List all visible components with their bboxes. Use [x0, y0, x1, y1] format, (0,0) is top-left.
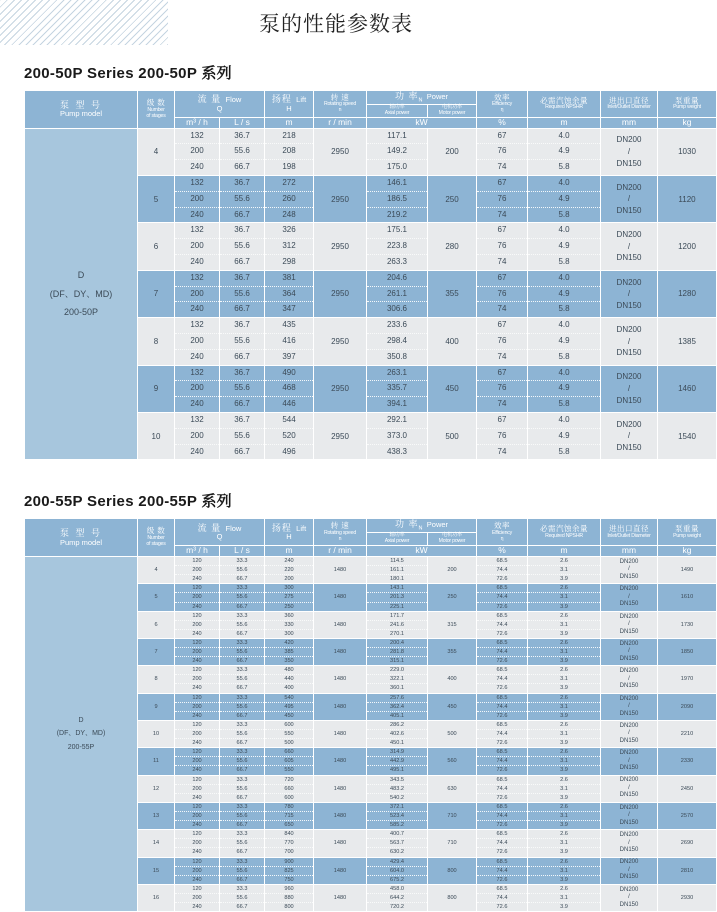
t1-efficiency: 67 76 74: [477, 366, 527, 412]
performance-table-200-55p: [24, 518, 717, 912]
t2-axial-power: 114.5 161.1 180.1: [367, 557, 427, 583]
t2-weight: 2330: [658, 748, 716, 774]
t1-speed: 2950: [314, 318, 366, 364]
t1-th-lift: 扬程 Lift H: [265, 91, 313, 117]
t2-axial-power: 229.0 322.1 360.1: [367, 666, 427, 692]
t2-npshr: 2.6 3.1 3.9: [528, 803, 600, 829]
t2-diameter: DN200 / DN150: [601, 748, 657, 774]
t2-unit-efficiency: %: [477, 546, 527, 556]
t2-th-diameter: 进出口直径 Inlet/Outlet Diameter: [601, 519, 657, 545]
t2-flow-m3h: 120 200 240: [175, 612, 219, 638]
t2-table-row: [25, 557, 716, 583]
t2-stages: 11: [138, 748, 174, 774]
t1-axial-power: 117.1 149.2 175.0: [367, 129, 427, 175]
t1-diameter: DN200 / DN150: [601, 318, 657, 364]
t1-flow-m3h: 132 200 240: [175, 223, 219, 269]
t1-flow-ls: 36.7 55.6 66.7: [220, 129, 264, 175]
t2-weight: 1610: [658, 584, 716, 610]
t1-speed: 2950: [314, 413, 366, 459]
t1-flow-m3h: 132 200 240: [175, 366, 219, 412]
t2-flow-ls: 33.3 55.6 66.7: [220, 557, 264, 583]
t2-flow-ls: 33.3 55.6 66.7: [220, 612, 264, 638]
t1-speed: 2950: [314, 176, 366, 222]
t2-flow-ls: 33.3 55.6 66.7: [220, 803, 264, 829]
t2-npshr: 2.6 3.1 3.9: [528, 639, 600, 665]
hatch-decoration: [0, 0, 168, 45]
t1-axial-power: 292.1 373.0 438.3: [367, 413, 427, 459]
t2-diameter: DN200 / DN150: [601, 776, 657, 802]
t2-th-power: 功 率$_N$ Power: [367, 519, 476, 532]
t2-efficiency: 68.5 74.4 72.6: [477, 612, 527, 638]
t1-npshr: 4.0 4.9 5.8: [528, 129, 600, 175]
t1-lift: 326 312 298: [265, 223, 313, 269]
t2-th-speed: 转 速 Rotating speed n: [314, 519, 366, 545]
t1-motor-power: 250: [428, 176, 476, 222]
t2-weight: 2930: [658, 885, 716, 911]
t1-weight: 1200: [658, 223, 716, 269]
t2-stages: 4: [138, 557, 174, 583]
t2-axial-power: 314.9 442.9 495.1: [367, 748, 427, 774]
t2-lift: 960 880 800: [265, 885, 313, 911]
t2-th-lift: 扬程 Lift H: [265, 519, 313, 545]
t2-speed: 1480: [314, 803, 366, 829]
t1-diameter: DN200 / DN150: [601, 271, 657, 317]
section-title-1: 200-50P Series 200-50P 系列: [24, 65, 232, 82]
t1-weight: 1385: [658, 318, 716, 364]
t2-flow-m3h: 120 200 240: [175, 885, 219, 911]
t2-npshr: 2.6 3.1 3.9: [528, 885, 600, 911]
t1-th-npshr: 必需汽蚀余量 Required NPSHR: [528, 91, 600, 117]
t2-efficiency: 68.5 74.4 72.6: [477, 748, 527, 774]
t2-efficiency: 68.5 74.4 72.6: [477, 858, 527, 884]
t1-unit-lift: m: [265, 118, 313, 128]
t2-npshr: 2.6 3.1 3.9: [528, 776, 600, 802]
t1-th-weight: 泵重量 Pump weight: [658, 91, 716, 117]
t1-npshr: 4.0 4.9 5.8: [528, 413, 600, 459]
t2-weight: 2570: [658, 803, 716, 829]
t1-lift: 381 364 347: [265, 271, 313, 317]
t2-flow-ls: 33.3 55.6 66.7: [220, 584, 264, 610]
section-200-55p: [0, 490, 701, 912]
section-title-2: 200-55P Series 200-55P 系列: [24, 493, 232, 511]
t1-speed: 2950: [314, 223, 366, 269]
t1-stages: 8: [138, 318, 174, 364]
t1-weight: 1280: [658, 271, 716, 317]
section-200-50p: [0, 62, 701, 460]
t2-speed: 1480: [314, 776, 366, 802]
t1-motor-power: 450: [428, 366, 476, 412]
t1-th-efficiency: 效率 Efficiency η: [477, 91, 527, 117]
t2-motor-power: 710: [428, 830, 476, 856]
t1-th-diameter: 进出口直径 Inlet/Outlet Diameter: [601, 91, 657, 117]
t2-axial-power: 429.4 604.0 675.2: [367, 858, 427, 884]
t2-motor-power: 560: [428, 748, 476, 774]
t1-unit-speed: r / min: [314, 118, 366, 128]
t2-weight: 2810: [658, 858, 716, 884]
t2-npshr: 2.6 3.1 3.9: [528, 721, 600, 747]
t2-diameter: DN200 / DN150: [601, 584, 657, 610]
t2-stages: 14: [138, 830, 174, 856]
t1-th-pump-model: 泵 型 号 Pump model: [25, 91, 137, 128]
t2-flow-ls: 33.3 55.6 66.7: [220, 748, 264, 774]
t2-weight: 2090: [658, 694, 716, 720]
t2-npshr: 2.6 3.1 3.9: [528, 748, 600, 774]
t2-stages: 12: [138, 776, 174, 802]
t2-lift: 660 605 550: [265, 748, 313, 774]
t2-motor-power: 500: [428, 721, 476, 747]
t2-lift: 420 385 350: [265, 639, 313, 665]
t2-flow-m3h: 120 200 240: [175, 748, 219, 774]
t2-th-efficiency: 效率 Efficiency η: [477, 519, 527, 545]
t1-efficiency: 67 76 74: [477, 223, 527, 269]
t1-stages: 6: [138, 223, 174, 269]
t1-npshr: 4.0 4.9 5.8: [528, 318, 600, 364]
t1-unit-diameter: mm: [601, 118, 657, 128]
t1-speed: 2950: [314, 366, 366, 412]
t1-th-flow: 流 量 Flow Q: [175, 91, 264, 117]
t1-stages: 5: [138, 176, 174, 222]
t1-lift: 544 520 496: [265, 413, 313, 459]
t1-efficiency: 67 76 74: [477, 318, 527, 364]
t2-unit-npshr: m: [528, 546, 600, 556]
t2-flow-m3h: 120 200 240: [175, 803, 219, 829]
t2-flow-m3h: 120 200 240: [175, 557, 219, 583]
t2-th-flow: 流 量 Flow Q: [175, 519, 264, 545]
t1-stages: 9: [138, 366, 174, 412]
t2-speed: 1480: [314, 721, 366, 747]
t2-motor-power: 450: [428, 694, 476, 720]
t1-diameter: DN200 / DN150: [601, 176, 657, 222]
t2-motor-power: 800: [428, 858, 476, 884]
t2-axial-power: 343.5 483.2 540.2: [367, 776, 427, 802]
t1-efficiency: 67 76 74: [477, 271, 527, 317]
t2-efficiency: 68.5 74.4 72.6: [477, 666, 527, 692]
t2-flow-m3h: 120 200 240: [175, 858, 219, 884]
t1-motor-power: 400: [428, 318, 476, 364]
t1-th-motor-power: 电机功率 Motor power: [428, 105, 476, 117]
t2-unit-lift: m: [265, 546, 313, 556]
t2-motor-power: 800: [428, 885, 476, 911]
t1-motor-power: 200: [428, 129, 476, 175]
t1-unit-power: kW: [367, 118, 476, 128]
t1-flow-ls: 36.7 55.6 66.7: [220, 318, 264, 364]
t2-flow-ls: 33.3 55.6 66.7: [220, 694, 264, 720]
t1-flow-m3h: 132 200 240: [175, 318, 219, 364]
t2-lift: 240 220 200: [265, 557, 313, 583]
t1-npshr: 4.0 4.9 5.8: [528, 366, 600, 412]
t2-flow-m3h: 120 200 240: [175, 694, 219, 720]
t2-motor-power: 710: [428, 803, 476, 829]
t2-stages: 16: [138, 885, 174, 911]
t2-efficiency: 68.5 74.4 72.6: [477, 830, 527, 856]
t2-speed: 1480: [314, 885, 366, 911]
t2-lift: 780 715 650: [265, 803, 313, 829]
t2-speed: 1480: [314, 858, 366, 884]
t1-table-row: [25, 129, 716, 175]
t2-flow-ls: 33.3 55.6 66.7: [220, 885, 264, 911]
t2-motor-power: 315: [428, 612, 476, 638]
t2-th-weight: 泵重量 Pump weight: [658, 519, 716, 545]
t2-npshr: 2.6 3.1 3.9: [528, 584, 600, 610]
t2-stages: 7: [138, 639, 174, 665]
t2-efficiency: 68.5 74.4 72.6: [477, 885, 527, 911]
t2-pump-model-cell: D (DF、DY、MD) 200-55P: [25, 557, 137, 911]
t2-speed: 1480: [314, 612, 366, 638]
t2-efficiency: 68.5 74.4 72.6: [477, 776, 527, 802]
t1-axial-power: 263.1 335.7 394.1: [367, 366, 427, 412]
t2-lift: 480 440 400: [265, 666, 313, 692]
t1-th-axial-power: 轴功率 Axial power: [367, 105, 427, 117]
t1-lift: 218 208 198: [265, 129, 313, 175]
t1-weight: 1030: [658, 129, 716, 175]
t2-lift: 840 770 700: [265, 830, 313, 856]
t1-flow-ls: 36.7 55.6 66.7: [220, 413, 264, 459]
t2-efficiency: 68.5 74.4 72.6: [477, 557, 527, 583]
t2-flow-m3h: 120 200 240: [175, 666, 219, 692]
t2-unit-diameter: mm: [601, 546, 657, 556]
t2-diameter: DN200 / DN150: [601, 830, 657, 856]
t2-diameter: DN200 / DN150: [601, 612, 657, 638]
t2-motor-power: 200: [428, 557, 476, 583]
t2-unit-flow-m3h: m³ / h: [175, 546, 219, 556]
t2-axial-power: 458.0 644.2 720.2: [367, 885, 427, 911]
t1-unit-weight: kg: [658, 118, 716, 128]
t2-efficiency: 68.5 74.4 72.6: [477, 584, 527, 610]
t1-axial-power: 204.6 261.1 306.6: [367, 271, 427, 317]
t2-lift: 540 495 450: [265, 694, 313, 720]
t2-flow-m3h: 120 200 240: [175, 584, 219, 610]
t1-diameter: DN200 / DN150: [601, 413, 657, 459]
t2-npshr: 2.6 3.1 3.9: [528, 858, 600, 884]
t1-flow-ls: 36.7 55.6 66.7: [220, 223, 264, 269]
t2-speed: 1480: [314, 830, 366, 856]
t2-diameter: DN200 / DN150: [601, 694, 657, 720]
t2-lift: 600 550 500: [265, 721, 313, 747]
t2-lift: 360 330 300: [265, 612, 313, 638]
t2-flow-m3h: 120 200 240: [175, 639, 219, 665]
t2-axial-power: 171.7 241.6 270.1: [367, 612, 427, 638]
t2-axial-power: 257.6 362.4 405.1: [367, 694, 427, 720]
t1-stages: 4: [138, 129, 174, 175]
t1-motor-power: 280: [428, 223, 476, 269]
page-title: 泵的性能参数表: [259, 11, 413, 36]
t2-flow-m3h: 120 200 240: [175, 721, 219, 747]
t1-weight: 1540: [658, 413, 716, 459]
t2-diameter: DN200 / DN150: [601, 639, 657, 665]
t2-axial-power: 286.2 402.6 450.1: [367, 721, 427, 747]
page-banner: [0, 0, 672, 45]
t2-diameter: DN200 / DN150: [601, 666, 657, 692]
t1-unit-efficiency: %: [477, 118, 527, 128]
t2-axial-power: 400.7 563.7 630.2: [367, 830, 427, 856]
t1-pump-model-cell: D (DF、DY、MD) 200-50P: [25, 129, 137, 460]
t1-motor-power: 355: [428, 271, 476, 317]
t2-diameter: DN200 / DN150: [601, 721, 657, 747]
t1-npshr: 4.0 4.9 5.8: [528, 271, 600, 317]
t1-flow-m3h: 132 200 240: [175, 413, 219, 459]
t1-lift: 272 260 248: [265, 176, 313, 222]
t2-stages: 6: [138, 612, 174, 638]
t2-flow-ls: 33.3 55.6 66.7: [220, 858, 264, 884]
t2-unit-power: kW: [367, 546, 476, 556]
t1-stages: 10: [138, 413, 174, 459]
t1-diameter: DN200 / DN150: [601, 366, 657, 412]
t1-unit-flow-ls: L / s: [220, 118, 264, 128]
t2-efficiency: 68.5 74.4 72.6: [477, 721, 527, 747]
t1-axial-power: 146.1 186.5 219.2: [367, 176, 427, 222]
t1-th-speed: 转 速 Rotating speed n: [314, 91, 366, 117]
t2-motor-power: 355: [428, 639, 476, 665]
t1-weight: 1460: [658, 366, 716, 412]
t2-speed: 1480: [314, 639, 366, 665]
t1-motor-power: 500: [428, 413, 476, 459]
t2-axial-power: 200.4 281.8 315.1: [367, 639, 427, 665]
t2-weight: 1970: [658, 666, 716, 692]
t1-diameter: DN200 / DN150: [601, 223, 657, 269]
t1-efficiency: 67 76 74: [477, 413, 527, 459]
t1-flow-m3h: 132 200 240: [175, 271, 219, 317]
t2-axial-power: 372.1 523.4 585.2: [367, 803, 427, 829]
t2-th-npshr: 必需汽蚀余量 Required NPSHR: [528, 519, 600, 545]
t1-efficiency: 67 76 74: [477, 129, 527, 175]
t2-npshr: 2.6 3.1 3.9: [528, 830, 600, 856]
t2-flow-ls: 33.3 55.6 66.7: [220, 639, 264, 665]
t2-speed: 1480: [314, 557, 366, 583]
t2-speed: 1480: [314, 694, 366, 720]
t2-unit-flow-ls: L / s: [220, 546, 264, 556]
t2-weight: 2450: [658, 776, 716, 802]
t2-efficiency: 68.5 74.4 72.6: [477, 803, 527, 829]
t2-npshr: 2.6 3.1 3.9: [528, 557, 600, 583]
t1-axial-power: 175.1 223.8 263.3: [367, 223, 427, 269]
t2-stages: 8: [138, 666, 174, 692]
t1-flow-m3h: 132 200 240: [175, 129, 219, 175]
t1-unit-flow-m3h: m³ / h: [175, 118, 219, 128]
t2-flow-m3h: 120 200 240: [175, 776, 219, 802]
t2-motor-power: 400: [428, 666, 476, 692]
t1-diameter: DN200 / DN150: [601, 129, 657, 175]
t1-weight: 1120: [658, 176, 716, 222]
t2-stages: 5: [138, 584, 174, 610]
t2-weight: 1490: [658, 557, 716, 583]
t2-flow-ls: 33.3 55.6 66.7: [220, 666, 264, 692]
t1-lift: 435 416 397: [265, 318, 313, 364]
t2-weight: 1730: [658, 612, 716, 638]
t2-motor-power: 630: [428, 776, 476, 802]
t2-flow-ls: 33.3 55.6 66.7: [220, 830, 264, 856]
t2-stages: 15: [138, 858, 174, 884]
t2-stages: 13: [138, 803, 174, 829]
t2-efficiency: 68.5 74.4 72.6: [477, 639, 527, 665]
t2-speed: 1480: [314, 584, 366, 610]
t2-th-stages: 级 数 Number of stages: [138, 519, 174, 556]
t2-th-motor-power: 电机功率 Motor power: [428, 533, 476, 545]
t2-npshr: 2.6 3.1 3.9: [528, 694, 600, 720]
t2-diameter: DN200 / DN150: [601, 557, 657, 583]
t2-lift: 720 660 600: [265, 776, 313, 802]
t2-diameter: DN200 / DN150: [601, 803, 657, 829]
t2-flow-ls: 33.3 55.6 66.7: [220, 721, 264, 747]
t1-npshr: 4.0 4.9 5.8: [528, 223, 600, 269]
t1-flow-ls: 36.7 55.6 66.7: [220, 176, 264, 222]
t1-speed: 2950: [314, 271, 366, 317]
t1-speed: 2950: [314, 129, 366, 175]
t2-weight: 1850: [658, 639, 716, 665]
t2-th-axial-power: 轴功率 Axial power: [367, 533, 427, 545]
t2-lift: 900 825 750: [265, 858, 313, 884]
t2-flow-m3h: 120 200 240: [175, 830, 219, 856]
t2-speed: 1480: [314, 748, 366, 774]
t1-th-stages: 级 数 Number of stages: [138, 91, 174, 128]
t2-unit-speed: r / min: [314, 546, 366, 556]
t2-stages: 10: [138, 721, 174, 747]
t2-efficiency: 68.5 74.4 72.6: [477, 694, 527, 720]
t2-unit-weight: kg: [658, 546, 716, 556]
t2-weight: 2210: [658, 721, 716, 747]
t1-lift: 490 468 446: [265, 366, 313, 412]
t2-npshr: 2.6 3.1 3.9: [528, 612, 600, 638]
t2-diameter: DN200 / DN150: [601, 885, 657, 911]
t1-th-power: 功 率$_N$ Power: [367, 91, 476, 104]
t1-efficiency: 67 76 74: [477, 176, 527, 222]
t1-axial-power: 233.6 298.4 350.8: [367, 318, 427, 364]
t2-flow-ls: 33.3 55.6 66.7: [220, 776, 264, 802]
t2-diameter: DN200 / DN150: [601, 858, 657, 884]
t2-stages: 9: [138, 694, 174, 720]
t2-axial-power: 143.1 201.3 225.1: [367, 584, 427, 610]
t1-flow-m3h: 132 200 240: [175, 176, 219, 222]
t1-unit-npshr: m: [528, 118, 600, 128]
t2-lift: 300 275 250: [265, 584, 313, 610]
t1-npshr: 4.0 4.9 5.8: [528, 176, 600, 222]
t2-motor-power: 250: [428, 584, 476, 610]
t1-flow-ls: 36.7 55.6 66.7: [220, 366, 264, 412]
t2-npshr: 2.6 3.1 3.9: [528, 666, 600, 692]
t2-speed: 1480: [314, 666, 366, 692]
performance-table-200-50p: [24, 90, 717, 460]
t2-weight: 2690: [658, 830, 716, 856]
t2-th-pump-model: 泵 型 号 Pump model: [25, 519, 137, 556]
t1-flow-ls: 36.7 55.6 66.7: [220, 271, 264, 317]
t1-stages: 7: [138, 271, 174, 317]
